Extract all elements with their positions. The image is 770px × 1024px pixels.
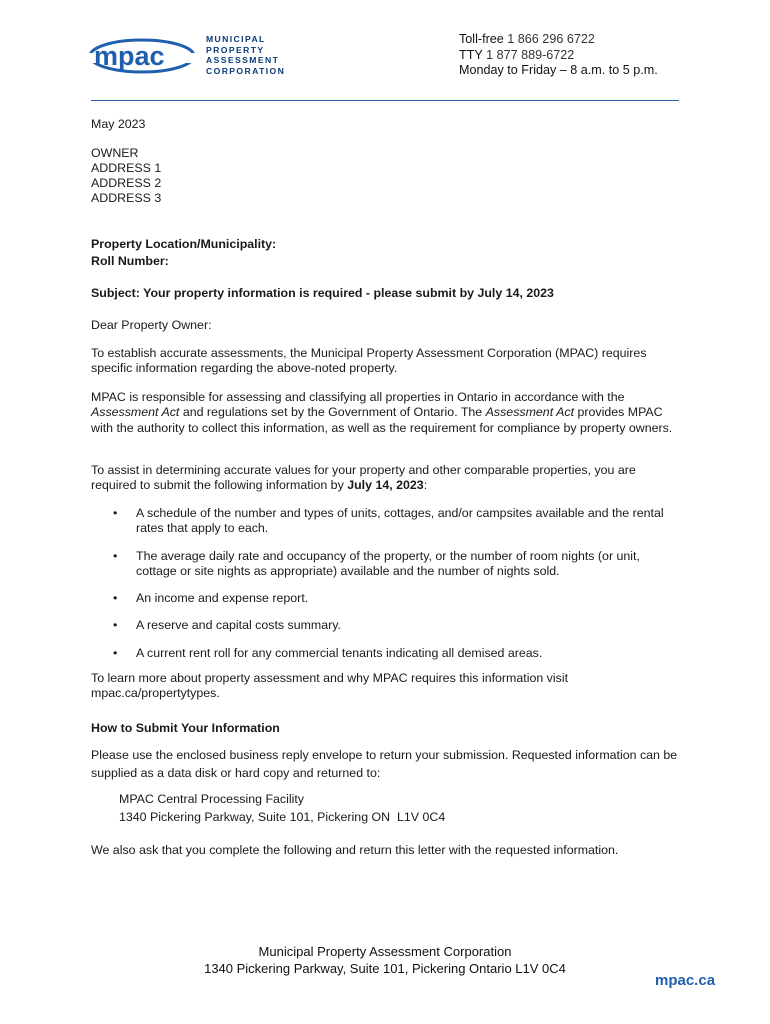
text-run: and regulations set by the Government of Ontario. The xyxy=(179,405,486,420)
property-location-label: Property Location/Municipality: xyxy=(91,237,277,251)
bullet-icon: • xyxy=(113,618,118,633)
text-run: To assist in determining accurate values for your property and other comparable properties, you are required to submit the following information by xyxy=(91,463,636,493)
text-run: MPAC is responsible for assessing and classifying all properties in Ontario in accordance with the xyxy=(91,390,625,404)
office-hours: Monday to Friday – 8 a.m. to 5 p.m. xyxy=(459,63,658,77)
text-run: provides MPAC with the authority to collect this information, as well as the requirement for compliance by property owners. xyxy=(91,405,673,435)
logo-line: MUNICIPAL xyxy=(206,34,266,44)
footer-website-link[interactable]: mpac.ca xyxy=(655,972,716,989)
list-item xyxy=(91,591,681,606)
list-item xyxy=(91,549,681,580)
tty-number[interactable]: 1 877 889-6722 xyxy=(486,47,575,62)
subject-line: Subject: Your property information is required - please submit by July 14, 2023 xyxy=(91,286,554,300)
requirements-list xyxy=(91,506,681,661)
footer-address: 1340 Pickering Parkway, Suite 101, Pickering Ontario L1V 0C4 xyxy=(204,960,566,976)
tollfree-label: Toll-free xyxy=(459,32,504,46)
paragraph-request xyxy=(91,463,681,494)
roll-number-label: Roll Number: xyxy=(91,254,169,268)
bullet-icon: • xyxy=(113,645,118,660)
letter-date: May 2023 xyxy=(91,117,146,131)
tty-line xyxy=(459,48,658,64)
contact-block xyxy=(459,32,658,79)
bullet-icon: • xyxy=(113,548,118,563)
paragraph-return: We also ask that you complete the following and return this letter with the requested information. xyxy=(91,843,619,857)
facility-name: MPAC Central Processing Facility xyxy=(119,792,304,806)
header-divider xyxy=(91,100,679,101)
facility-address: 1340 Pickering Parkway, Suite 101, Pickering ON L1V 0C4 xyxy=(119,809,446,824)
property-info xyxy=(91,236,276,270)
bullet-icon: • xyxy=(113,591,118,606)
list-item-text: An income and expense report. xyxy=(136,591,309,606)
act-name: Assessment Act xyxy=(485,405,575,420)
logo-line: ASSESSMENT xyxy=(206,55,280,65)
list-item xyxy=(91,646,681,661)
how-to-submit-heading: How to Submit Your Information xyxy=(91,721,280,735)
mpac-logo-mark xyxy=(88,36,196,74)
list-item-text: A current rent roll for any commercial tenants indicating all demised areas. xyxy=(136,645,543,660)
mpac-logo-svg xyxy=(88,36,196,74)
footer-org: Municipal Property Assessment Corporation xyxy=(258,944,512,959)
logo-corp-name xyxy=(206,34,316,76)
mpac-logo-word: mpac xyxy=(94,41,165,71)
tollfree-number[interactable]: 1 866 296 6722 xyxy=(507,32,595,46)
address-line: ADDRESS 1 xyxy=(91,161,162,175)
deadline-date: July 14, 2023 xyxy=(347,478,424,493)
list-item-text: A reserve and capital costs summary. xyxy=(136,618,341,633)
paragraph-learn-more: To learn more about property assessment and why MPAC requires this information visit mpac.ca/propertytypes. xyxy=(91,671,569,701)
logo-line: PROPERTY xyxy=(206,44,265,55)
tollfree-line xyxy=(459,32,658,48)
facility-address-block xyxy=(119,791,445,826)
address-line: OWNER xyxy=(91,146,139,160)
text-run: : xyxy=(423,478,428,493)
owner-address xyxy=(91,146,161,206)
logo-line: CORPORATION xyxy=(206,65,286,76)
list-item xyxy=(91,618,681,633)
salutation: Dear Property Owner: xyxy=(91,318,212,332)
list-item-text: The average daily rate and occupancy of the property, or the number of room nights (or unit, cottage or site nights as appropriate) available and the number of nights sold. xyxy=(136,548,640,578)
address-line: ADDRESS 2 xyxy=(91,176,162,190)
address-line: ADDRESS 3 xyxy=(91,191,162,205)
list-item-text: A schedule of the number and types of units, cottages, and/or campsites available and the rental rates that apply to each. xyxy=(136,506,664,536)
paragraph-purpose: To establish accurate assessments, the Municipal Property Assessment Corporation (MPAC) requires specific information regarding the above-noted property. xyxy=(91,346,647,376)
tty-label: TTY xyxy=(459,47,483,62)
list-item xyxy=(91,506,681,537)
bullet-icon: • xyxy=(113,506,118,520)
act-name: Assessment Act xyxy=(91,405,180,420)
paragraph-submission: Please use the enclosed business reply envelope to return your submission. Requested information can be supplied as a data disk or hard copy and returned to: xyxy=(91,748,678,780)
paragraph-authority xyxy=(91,390,681,436)
